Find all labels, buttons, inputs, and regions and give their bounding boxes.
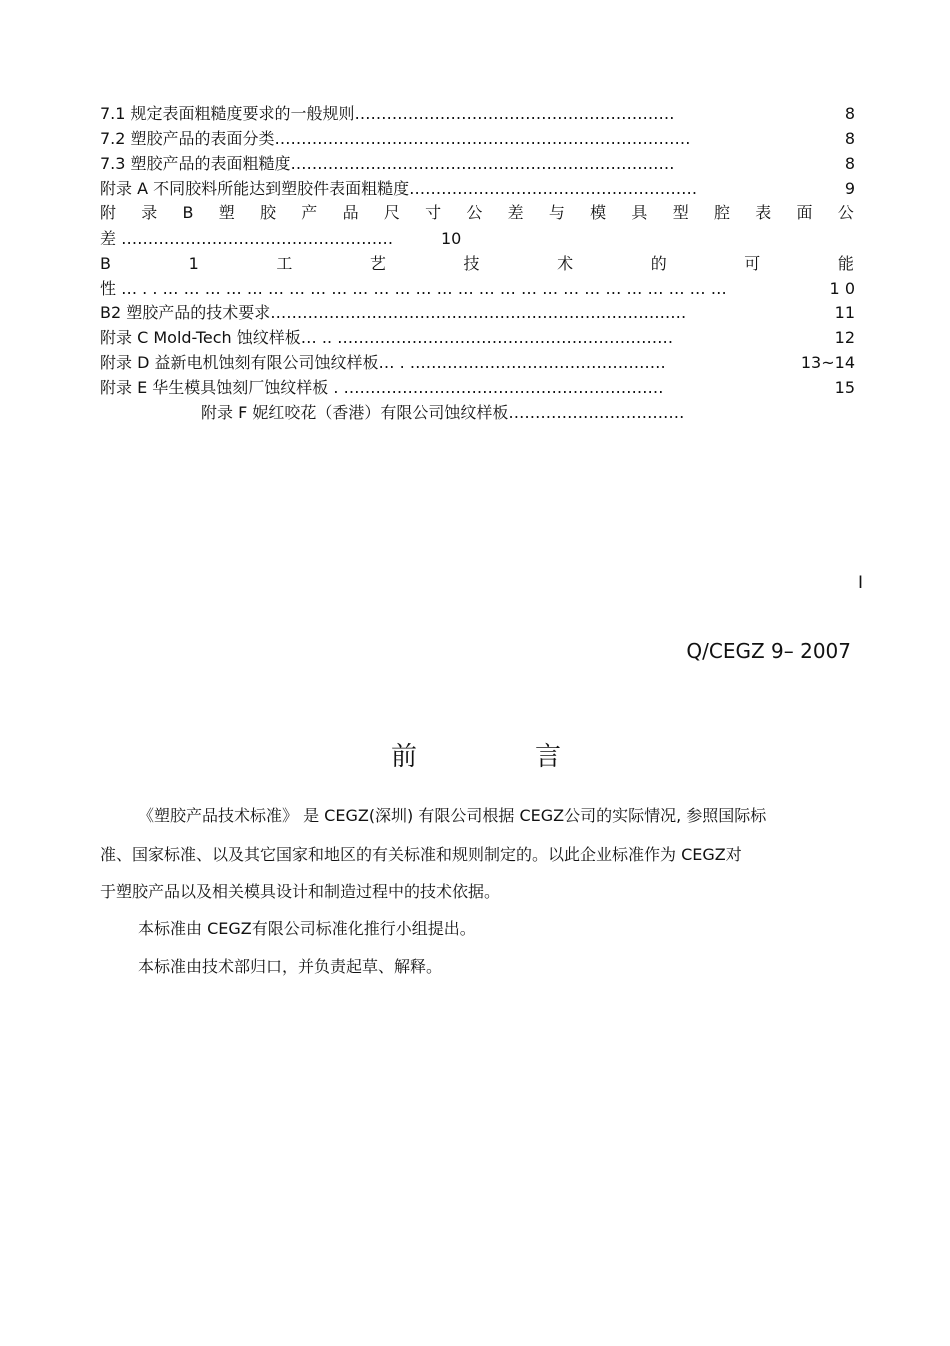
toc-char: 术 [557, 254, 574, 273]
toc-page-appendix-a: 9 [844, 179, 855, 198]
toc-entry-appendix-f: 附录 F 妮红咬花（香港）有限公司蚀纹样板…………………………… [201, 403, 685, 422]
toc-page-appendix-c: 12 [834, 328, 855, 347]
toc-char: 表 [755, 203, 772, 222]
foreword-paragraph-1-line-1: 《塑胶产品技术标准》 是 CEGZ(深圳) 有限公司根据 CEGZ公司的实际情况, 参照国际标 [138, 806, 767, 825]
toc-entry-appendix-e: 附录 E 华生模具蚀刻厂蚀纹样板 . …………………………………………………… [100, 378, 664, 397]
toc-entry-7-2: 7.2 塑胶产品的表面分类…………………………………………………………………… [100, 129, 691, 148]
toc-char: 差 [507, 203, 524, 222]
toc-entry-b2: B2 塑胶产品的技术要求…………………………………………………………………… [100, 303, 687, 322]
toc-entry-appendix-a: 附录 A 不同胶料所能达到塑胶件表面粗糙度……………………………………………… [100, 179, 698, 198]
toc-page-7-2: 8 [844, 129, 855, 148]
toc-char: 工 [276, 254, 293, 273]
toc-char: 具 [631, 203, 648, 222]
foreword-title-char-1: 前 [391, 742, 418, 772]
toc-char: 公 [837, 203, 854, 222]
toc-page-7-1: 8 [844, 104, 855, 123]
toc-page-b1: 1 0 [829, 279, 855, 298]
toc-char: 胶 [260, 203, 277, 222]
toc-char: B [182, 203, 194, 222]
toc-entry-7-3: 7.3 塑胶产品的表面粗糙度……………………………………………………………… [100, 154, 675, 173]
toc-entry-appendix-b-line1 [100, 203, 854, 223]
foreword-paragraph-1-line-3: 于塑胶产品以及相关模具设计和制造过程中的技术依据。 [100, 882, 501, 901]
toc-page-7-3: 8 [844, 154, 855, 173]
toc-char: B [100, 254, 111, 273]
toc-char: 技 [463, 254, 480, 273]
toc-entry-7-1: 7.1 规定表面粗糙度要求的一般规则…………………………………………………… [100, 104, 675, 123]
toc-char: 模 [590, 203, 607, 222]
page-number: I [858, 573, 864, 593]
toc-char: 的 [650, 254, 667, 273]
toc-char: 1 [188, 254, 199, 273]
document-code: Q/CEGZ 9– 2007 [686, 639, 851, 663]
toc-page-b2: 11 [834, 303, 855, 322]
toc-char: 品 [342, 203, 359, 222]
toc-page-appendix-b: 10 [441, 229, 462, 248]
toc-entry-appendix-b-line2: 差 …………………………………………… [100, 229, 394, 248]
toc-char: 艺 [369, 254, 386, 273]
foreword-paragraph-2: 本标准由 CEGZ有限公司标准化推行小组提出。 [138, 919, 476, 938]
toc-char: 与 [548, 203, 565, 222]
foreword-paragraph-1-line-2: 准、国家标准、以及其它国家和地区的有关标准和规则制定的。以此企业标准作为 CEGZ对 [100, 845, 742, 864]
foreword-paragraph-3: 本标准由技术部归口，并负责起草、解释。 [138, 957, 443, 976]
toc-char: 面 [796, 203, 813, 222]
toc-char: 尺 [383, 203, 400, 222]
toc-char: 塑 [218, 203, 235, 222]
toc-char: 附 [100, 203, 117, 222]
toc-char: 录 [141, 203, 158, 222]
toc-char: 型 [672, 203, 689, 222]
toc-page-appendix-e: 15 [834, 378, 855, 397]
toc-char: 寸 [425, 203, 442, 222]
toc-entry-appendix-d: 附录 D 益新电机蚀刻有限公司蚀纹样板… . ………………………………………… [100, 353, 666, 372]
toc-entry-b1-line1 [100, 254, 854, 274]
toc-char: 公 [466, 203, 483, 222]
toc-char: 可 [744, 254, 761, 273]
toc-page-appendix-d: 13~14 [800, 353, 855, 372]
toc-entry-b1-line2: 性 … . . … … … … … … … … … … … … … … … … … … … … … … … … … … … [100, 279, 727, 298]
toc-char: 腔 [713, 203, 730, 222]
toc-char: 能 [837, 254, 854, 273]
foreword-title-char-2: 言 [535, 742, 562, 772]
toc-entry-appendix-c: 附录 C Mold-Tech 蚀纹样板… .. ……………………………………………………… [100, 328, 674, 347]
toc-char: 产 [301, 203, 318, 222]
